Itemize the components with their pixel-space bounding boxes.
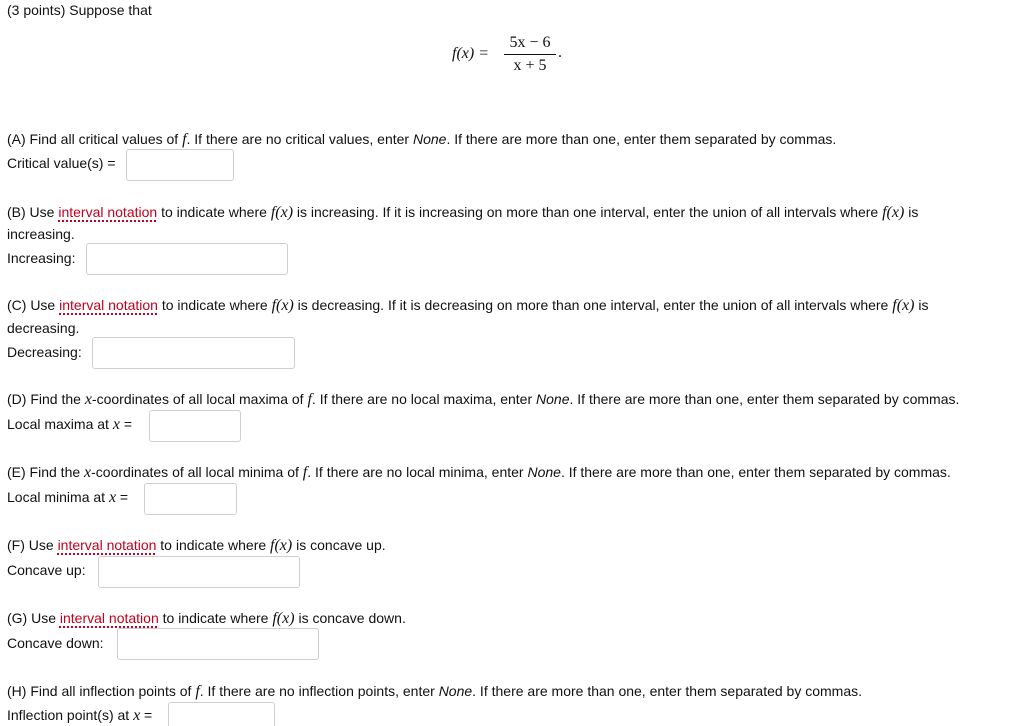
local-minima-label <box>7 489 128 507</box>
none-keyword: None <box>438 683 473 699</box>
formula-denominator: x + 5 <box>513 57 547 74</box>
question-g-text: to indicate where <box>158 610 273 626</box>
none-keyword: None <box>536 391 570 407</box>
question-h-text: (H) Find all inflection points of <box>7 683 196 699</box>
interval-notation-link[interactable]: interval notation <box>58 204 158 220</box>
label-text: = <box>116 489 129 505</box>
decreasing-input[interactable] <box>92 337 295 369</box>
question-f <box>7 537 386 555</box>
label-text: Inflection point(s) at <box>7 707 134 723</box>
question-h-text: . If there are no inflection points, enter <box>199 683 439 699</box>
variable-x: x <box>84 464 92 481</box>
label-text: Local maxima at <box>7 416 113 432</box>
variable-x: x <box>108 489 117 506</box>
question-b-text: to indicate where <box>157 204 271 220</box>
question-b-text: is <box>904 204 919 220</box>
question-f-text: to indicate where <box>156 537 271 553</box>
question-c-text: to indicate where <box>157 297 272 313</box>
function-expression: f(x) <box>271 297 294 314</box>
question-a-text: . If there are no critical values, enter <box>186 131 413 147</box>
question-b-continued: increasing. <box>7 226 75 242</box>
question-d-text: . If there are more than one, enter them separated by commas. <box>569 391 960 407</box>
question-c-continued: decreasing. <box>7 320 80 336</box>
question-intro: (3 points) Suppose that <box>7 2 152 18</box>
question-b-text: is increasing. If it is increasing on more than one interval, enter the union of all intervals where <box>293 204 883 220</box>
critical-values-label: Critical value(s) = <box>7 155 116 171</box>
concave-up-label: Concave up: <box>7 562 86 578</box>
concave-up-input[interactable] <box>98 556 300 588</box>
question-c-text: is decreasing. If it is decreasing on more than one interval, enter the union of all intervals where <box>293 297 893 313</box>
local-maxima-label <box>7 416 132 434</box>
decreasing-label: Decreasing: <box>7 344 82 360</box>
question-b <box>7 204 918 222</box>
fraction <box>504 32 556 77</box>
critical-values-input[interactable] <box>126 149 234 181</box>
question-c <box>7 297 928 315</box>
question-b-text: (B) Use <box>7 204 59 220</box>
label-text: Local minima at <box>7 489 109 505</box>
interval-notation-link[interactable]: interval notation <box>59 297 158 313</box>
function-expression: f(x) <box>892 297 915 314</box>
formula-lhs: f(x) = <box>452 45 489 62</box>
question-e-text: . If there are more than one, enter them separated by commas. <box>560 464 951 480</box>
local-maxima-input[interactable] <box>149 410 241 442</box>
increasing-label: Increasing: <box>7 250 76 266</box>
question-h <box>7 683 862 701</box>
function-expression: f(x) <box>270 537 293 554</box>
local-minima-input[interactable] <box>144 483 237 515</box>
question-f-text: (F) Use <box>7 537 58 553</box>
function-symbol: f <box>182 131 187 148</box>
question-d <box>7 391 959 409</box>
function-expression: f(x) <box>272 610 295 627</box>
label-text: = <box>119 416 133 432</box>
question-c-text: is <box>914 297 929 313</box>
none-keyword: None <box>412 131 447 147</box>
function-symbol: f <box>302 464 308 481</box>
none-keyword: None <box>527 464 561 480</box>
function-expression: f(x) <box>270 204 294 221</box>
variable-x: x <box>84 391 92 408</box>
inflection-points-input[interactable] <box>168 702 275 726</box>
concave-down-label: Concave down: <box>7 635 104 651</box>
question-g <box>7 610 406 628</box>
increasing-input[interactable] <box>86 243 288 275</box>
question-c-text: (C) Use <box>7 297 60 313</box>
function-symbol: f <box>307 391 312 408</box>
question-h-text: . If there are more than one, enter them separated by commas. <box>472 683 863 699</box>
question-g-text: is concave down. <box>294 610 406 626</box>
question-a <box>7 131 836 149</box>
variable-x: x <box>112 416 120 433</box>
question-a-text: (A) Find all critical values of <box>7 131 183 147</box>
variable-x: x <box>133 707 141 724</box>
label-text: = <box>140 707 153 723</box>
interval-notation-link[interactable]: interval notation <box>59 610 159 626</box>
question-g-text: (G) Use <box>7 610 60 626</box>
formula-numerator: 5x − 6 <box>509 34 551 51</box>
question-a-text: . If there are more than one, enter them separated by commas. <box>446 131 837 147</box>
concave-down-input[interactable] <box>117 628 319 660</box>
question-d-text: (D) Find the <box>7 391 85 407</box>
question-e-text: (E) Find the <box>7 464 85 480</box>
interval-notation-link[interactable]: interval notation <box>57 537 157 553</box>
question-e-text: -coordinates of all local minima of <box>91 464 303 480</box>
formula-end: . <box>558 44 562 61</box>
question-f-text: is concave up. <box>292 537 386 553</box>
inflection-points-label <box>7 707 152 725</box>
function-expression: f(x) <box>882 204 905 221</box>
question-e <box>7 464 951 482</box>
function-symbol: f <box>195 683 200 700</box>
question-e-text: . If there are no local minima, enter <box>307 464 528 480</box>
function-formula <box>452 32 572 82</box>
question-d-text: . If there are no local maxima, enter <box>311 391 537 407</box>
question-d-text: -coordinates of all local maxima of <box>91 391 308 407</box>
